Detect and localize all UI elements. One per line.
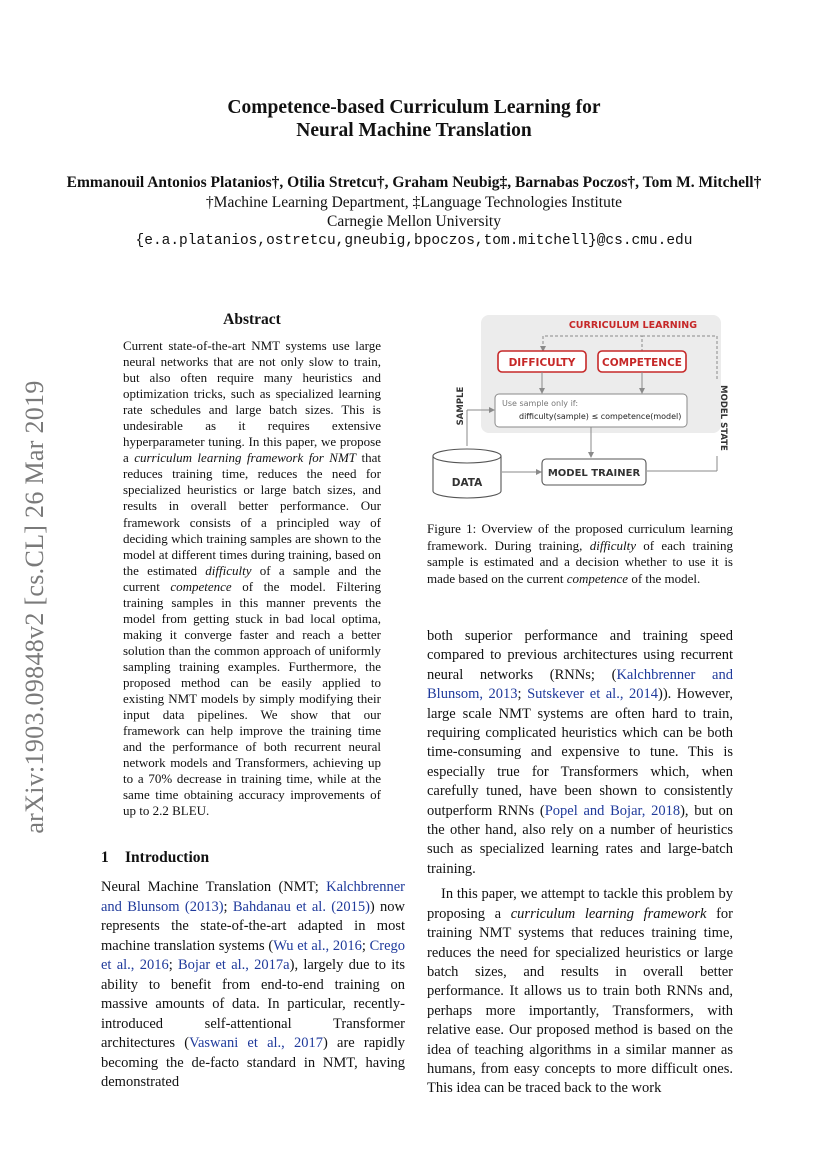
abstract-text-4: of the model. Filtering training samples in this manner prevents the model from getting stuck in bad local optima, making it converge faster and reach a better solution than the common approach of uniformly sampling training examples. Furthermore, the proposed method can be easily applied to existing NMT models by simply modifying their input data pipelines. We show that our framework can help improve the training time and the performance of both recurrent neural network models and Transformers, achieving up to a 70% decrease in training time, while at the same time obtaining accuracy improvements of up to 2.2 BLEU. [123,578,382,819]
paper-title [0,96,828,142]
intro-text: ) are rapidly becoming the de-facto standard in NMT, having demonstrated [101,1035,405,1090]
section-number: 1 [101,849,109,866]
intro-text: ; [223,898,233,915]
data-arrow-head [536,469,542,475]
citation-link[interactable]: Sutskever et al., 2014 [527,686,658,703]
arxiv-stamp [20,362,56,852]
section-title: Introduction [125,849,210,866]
caption-text-2: of each training sample is estimated and a decision whether to use it is made based on the current [427,537,733,586]
caption-text-3: of the model. [628,570,701,586]
competence-label: COMPETENCE [602,357,682,369]
abstract-emphasis-1: curriculum learning framework for NMT [134,450,357,466]
caption-text-1: Figure 1: Overview of the proposed curriculum learning framework. During training, [427,521,733,553]
title-line-2: Neural Machine Translation [296,120,532,141]
arxiv-stamp-text: arXiv:1903.09848v2 [cs.CL] 26 Mar 2019 [20,380,49,834]
curriculum-label: CURRICULUM LEARNING [568,320,697,331]
abstract-body [123,338,381,819]
intro-paragraph-2 [427,627,733,879]
abstract-text-2: that reduces training time, reduces the need for specialized heuristics or large batch sizes, and results in overall better performance. Our framework consists of a principled way of deciding which training samples are shown to the model at different times during training, based on the estimated [123,450,381,578]
title-line-1: Competence-based Curriculum Learning for [227,97,601,118]
intro-text: both superior performance and training speed compared to previous architectures using recurrent neural networks (RNNs; ( [427,628,733,683]
citation-link[interactable]: (2013) [184,898,224,915]
intro-text: )). However, large scale NMT systems are often hard to train, requiring complicated heuristics which can be both time-consuming and expensive to tune. This is especially true for Transformers which, when carefully tuned, have been shown to consistently outperform RNNs ( [427,686,733,819]
caption-emphasis-1: difficulty [589,537,636,553]
rule-line-2: difficulty(sample) ≤ competence(model) [519,412,682,421]
abstract-emphasis-3: competence [170,578,232,594]
abstract-text-3: of a sample and the current [123,562,382,594]
affiliation: †Machine Learning Department, ‡Language Technologies Institute [205,194,623,211]
decision-arrow-head [588,452,594,458]
model-trainer-label: MODEL TRAINER [547,468,641,479]
citation-link[interactable]: (2015) [331,898,370,915]
difficulty-label: DIFFICULTY [508,357,576,369]
intro-emphasis: curriculum learning framework [510,905,707,922]
sample-label: SAMPLE [456,386,466,426]
author-list: Emmanouil Antonios Platanios†, Otilia Stretcu†, Graham Neubig‡, Barnabas Poczos†, Tom M. Mitchell† [66,174,762,191]
intro-text: ; [517,686,528,703]
intro-text: for training NMT systems that reduces training time, reduces the need for specialized heuristics or large batch sizes, and results in overall better performance. It allows us to train both RNNs and, perhaps more importantly, Transformers, with relative ease. Our proposed method is based on the idea of teaching algorithms in a similar manner as humans, from easy concepts to more difficult ones. This idea can be traced back to the work [427,905,733,1097]
intro-text: ), largely due to its ability to benefit from end-to-end training on massive amounts of data. In particular, recently-introduced self-attentional Transformer architectures ( [101,957,405,1051]
section-heading-introduction [101,849,209,867]
citation-link[interactable]: Popel and Bojar, 2018 [544,802,681,819]
intro-right-column [427,627,733,1099]
intro-paragraph-1 [101,878,405,1093]
data-label: DATA [451,477,483,489]
intro-paragraph-3 [427,885,733,1098]
rule-line-1: Use sample only if: [502,399,579,408]
figure-1-caption [427,521,733,587]
intro-text: In this paper, we attempt to tackle this problem by proposing a [427,886,733,922]
citation-link[interactable]: Bojar et al., 2017a [178,957,290,973]
caption-emphasis-2: competence [566,570,629,586]
abstract-text-1: Current state-of-the-art NMT systems use large neural networks that are not only slow to train, but also often require many heuristics and optimization tricks, such as specialized learning rate schedules and large batch sizes. This is undesirable as it requires extensive hyperparameter tuning. In this paper, we propose a [123,338,381,466]
intro-text: Neural Machine Translation (NMT; [101,879,327,895]
model-state-label: MODEL STATE [718,385,728,451]
intro-text: ; [361,937,370,954]
citation-link[interactable]: Bahdanau et al. [232,898,326,915]
abstract-emphasis-2: difficulty [205,562,252,578]
intro-text: ) now represents the state-of-the-art adapted in most machine translation systems ( [101,898,405,954]
citation-link[interactable]: Vaswani et al., 2017 [189,1035,323,1051]
citation-link[interactable]: Crego et al., 2016 [101,937,405,973]
author-emails: {e.a.platanios,ostretcu,gneubig,bpoczos,tom.mitchell}@cs.cmu.edu [135,233,693,249]
citation-link[interactable]: Kalchbrenner and Blunsom, 2013 [427,666,733,703]
intro-text: ; [168,957,178,973]
data-cylinder-top [433,449,501,463]
citation-link[interactable]: Kalchbrenner and Blunsom [101,879,405,915]
university: Carnegie Mellon University [327,213,501,230]
abstract-heading: Abstract [223,311,281,328]
citation-link[interactable]: Wu et al., 2016 [273,937,362,954]
figure-1-diagram [425,306,735,506]
intro-text: ), but on the other hand, also rely on a number of heuristics such as specialized learning rates and large-batch training. [427,802,733,877]
